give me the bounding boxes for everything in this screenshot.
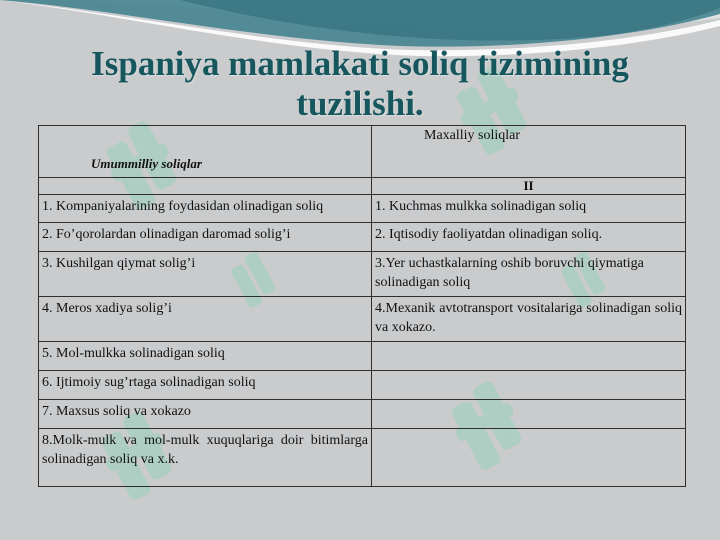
table-row — [39, 223, 686, 252]
table-row — [39, 195, 686, 223]
national-tax-cell: 4. Meros xadiya solig’i — [39, 297, 372, 342]
table-row — [39, 252, 686, 297]
table-row — [39, 429, 686, 487]
national-tax-cell: 8.Molk-mulk va mol-mulk xuquqlariga doir bitimlarga solinadigan soliq va x.k. — [39, 429, 372, 487]
national-tax-cell: 7. Maxsus soliq va xokazo — [39, 400, 372, 429]
header-national-taxes: Umummilliy soliqlar — [39, 126, 372, 178]
slide-title-line2: tuzilishi. — [296, 84, 424, 123]
table-row — [39, 371, 686, 400]
local-tax-cell: 1. Kuchmas mulkka solinadigan soliq — [372, 195, 686, 223]
slide-title — [40, 44, 680, 124]
table-subheader-row — [39, 178, 686, 195]
local-tax-cell: 3.Yer uchastkalarning oshib boruvchi qiymatiga solinadigan soliq — [372, 252, 686, 297]
table-row — [39, 400, 686, 429]
local-tax-cell — [372, 342, 686, 371]
national-tax-cell: 2. Fo’qorolardan olinadigan daromad solig’i — [39, 223, 372, 252]
national-tax-cell: 5. Mol-mulkka solinadigan soliq — [39, 342, 372, 371]
local-tax-cell — [372, 429, 686, 487]
table-header-row — [39, 126, 686, 178]
tax-structure-table — [38, 125, 686, 487]
header-local-taxes: Maxalliy soliqlar — [372, 126, 686, 178]
slide-title-line1: Ispaniya mamlakati soliq tizimining — [91, 44, 629, 83]
table-row — [39, 342, 686, 371]
local-tax-cell — [372, 371, 686, 400]
subheader-right-roman: II — [372, 178, 686, 195]
local-tax-cell: 4.Mexanik avtotransport vositalariga solinadigan soliq va xokazo. — [372, 297, 686, 342]
national-tax-cell: 3. Kushilgan qiymat solig’i — [39, 252, 372, 297]
table-row — [39, 297, 686, 342]
local-tax-cell: 2. Iqtisodiy faoliyatdan olinadigan soliq. — [372, 223, 686, 252]
subheader-left — [39, 178, 372, 195]
national-tax-cell: 1. Kompaniyalarining foydasidan olinadigan soliq — [39, 195, 372, 223]
local-tax-cell — [372, 400, 686, 429]
national-tax-cell: 6. Ijtimoiy sug’rtaga solinadigan soliq — [39, 371, 372, 400]
